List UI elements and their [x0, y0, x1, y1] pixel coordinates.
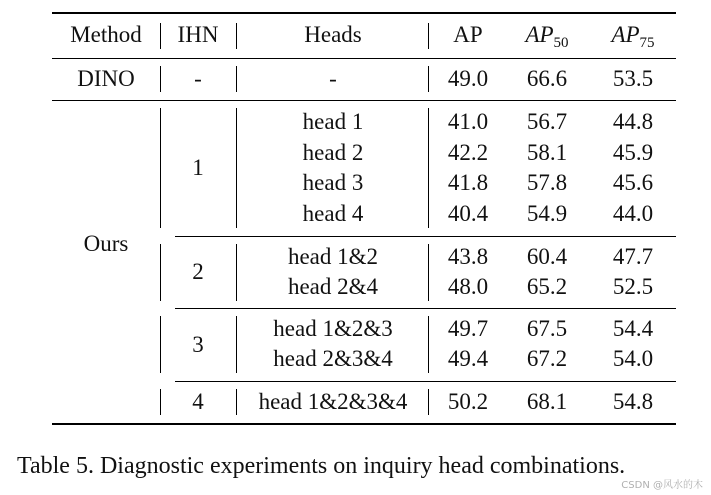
g1-r1-heads: head 1	[302, 109, 364, 134]
header-ap75: $AP_{75}$	[611, 22, 655, 51]
table-caption: Table 5. Diagnostic experiments on inquiry head combinations.	[17, 453, 626, 479]
g1-r3-ap: 41.8	[447, 170, 489, 195]
vsep-g2-3	[428, 244, 429, 301]
group-rule-1	[175, 236, 676, 237]
vsep-g3-1	[160, 316, 161, 373]
vsep-g3-3	[428, 316, 429, 373]
g1-r4-heads: head 4	[302, 201, 364, 226]
g1-r4-ap75: 44.0	[612, 201, 654, 226]
header-ap: AP	[453, 22, 483, 47]
g4-r1-ap: 50.2	[447, 389, 489, 414]
g2-r2-ap50: 65.2	[526, 274, 568, 299]
g4-r1-ap50: 68.1	[526, 389, 568, 414]
vsep-baseline-2	[236, 66, 237, 92]
group-rule-3	[175, 381, 676, 382]
baseline-ihn: -	[194, 66, 202, 91]
header-ap50: $AP_{50}$	[525, 22, 569, 51]
top-rule	[52, 12, 676, 14]
watermark: CSDN @风水的木	[621, 480, 703, 491]
vsep-g2-1	[160, 244, 161, 301]
g1-r4-ap: 40.4	[447, 201, 489, 226]
g3-r1-heads: head 1&2&3	[273, 316, 393, 341]
g1-r3-ap50: 57.8	[526, 170, 568, 195]
g2-r1-heads: head 1&2	[287, 244, 379, 269]
vsep-baseline-1	[160, 66, 161, 92]
g2-r1-ap75: 47.7	[612, 244, 654, 269]
g1-r1-ap50: 56.7	[526, 109, 568, 134]
g3-r1-ap: 49.7	[447, 316, 489, 341]
vsep-header-3	[428, 23, 429, 49]
vsep-header-1	[160, 23, 161, 49]
baseline-ap50: 66.6	[526, 66, 568, 91]
ours-method-label: Ours	[83, 231, 129, 256]
vsep-g3-2	[236, 316, 237, 373]
g4-r1-ap75: 54.8	[612, 389, 654, 414]
vsep-g1-3	[428, 108, 429, 228]
header-heads: Heads	[304, 22, 362, 47]
g2-r2-ap75: 52.5	[612, 274, 654, 299]
group-2-ihn: 2	[192, 259, 204, 284]
g1-r1-ap75: 44.8	[612, 109, 654, 134]
g4-r1-heads: head 1&2&3&4	[258, 389, 408, 414]
g1-r4-ap50: 54.9	[526, 201, 568, 226]
group-3-ihn: 3	[192, 332, 204, 357]
g1-r1-ap: 41.0	[447, 109, 489, 134]
baseline-ap75: 53.5	[612, 66, 654, 91]
vsep-g1-2	[236, 108, 237, 228]
g1-r2-ap75: 45.9	[612, 140, 654, 165]
g1-r3-ap75: 45.6	[612, 170, 654, 195]
g3-r2-heads: head 2&3&4	[273, 346, 393, 371]
vsep-g4-1	[160, 389, 161, 415]
g1-r2-ap: 42.2	[447, 140, 489, 165]
vsep-g1-1	[160, 108, 161, 228]
g3-r1-ap75: 54.4	[612, 316, 654, 341]
baseline-ap: 49.0	[447, 66, 489, 91]
baseline-method: DINO	[77, 66, 135, 91]
header-method: Method	[70, 22, 142, 47]
g2-r1-ap50: 60.4	[526, 244, 568, 269]
bottom-rule	[52, 423, 676, 425]
group-4-ihn: 4	[192, 389, 204, 414]
vsep-header-2	[236, 23, 237, 49]
header-rule	[52, 58, 676, 59]
vsep-g2-2	[236, 244, 237, 301]
g1-r2-ap50: 58.1	[526, 140, 568, 165]
g3-r1-ap50: 67.5	[526, 316, 568, 341]
vsep-g4-3	[428, 389, 429, 415]
group-1-ihn: 1	[192, 155, 204, 180]
g3-r2-ap50: 67.2	[526, 346, 568, 371]
g3-r2-ap: 49.4	[447, 346, 489, 371]
header-ihn: IHN	[177, 22, 219, 47]
baseline-heads: -	[329, 66, 337, 91]
vsep-baseline-3	[428, 66, 429, 92]
g3-r2-ap75: 54.0	[612, 346, 654, 371]
group-rule-2	[175, 308, 676, 309]
vsep-g4-2	[236, 389, 237, 415]
g2-r2-heads: head 2&4	[287, 274, 379, 299]
g2-r1-ap: 43.8	[447, 244, 489, 269]
g2-r2-ap: 48.0	[447, 274, 489, 299]
g1-r2-heads: head 2	[302, 140, 364, 165]
g1-r3-heads: head 3	[302, 170, 364, 195]
baseline-rule	[52, 100, 676, 101]
